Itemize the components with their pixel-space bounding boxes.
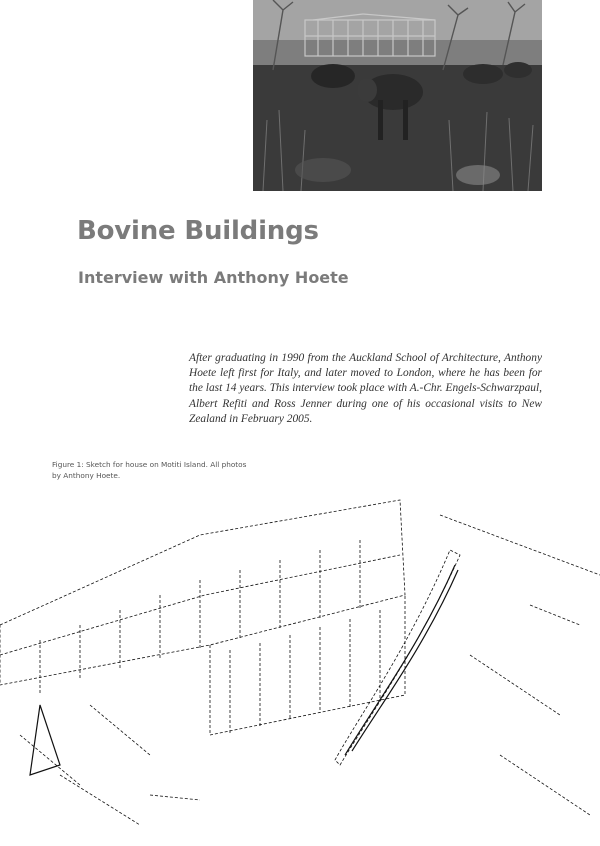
architectural-sketch-icon xyxy=(0,455,600,842)
article-title: Bovine Buildings xyxy=(77,216,319,246)
figure-sketch xyxy=(0,455,600,842)
cows-in-field-photo-icon xyxy=(253,0,542,191)
figure-caption: Figure 1: Sketch for house on Motiti Island. All photos by Anthony Hoete. xyxy=(52,460,247,480)
article-subtitle: Interview with Anthony Hoete xyxy=(78,268,349,287)
article-abstract: After graduating in 1990 from the Auckland School of Architecture, Anthony Hoete left first for Italy, and later moved to London, where he has been for the last 14 years. This interview took place with A.-Chr. Engels-Schwarzpaul, Albert Refiti and Ross Jenner during one of his occasional visits to New Zealand in February 2005. xyxy=(189,352,542,425)
header-photo xyxy=(253,0,542,191)
